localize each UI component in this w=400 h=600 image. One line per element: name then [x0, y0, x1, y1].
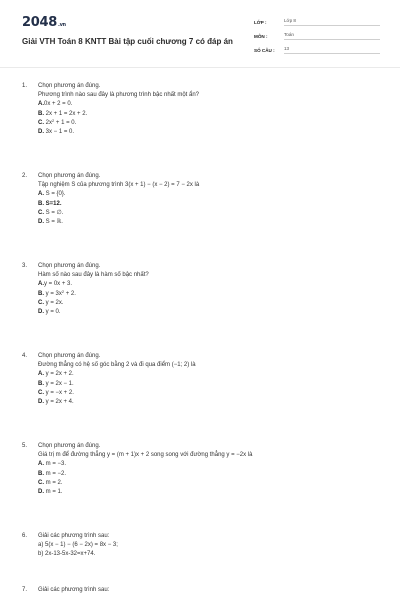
meta-class-value: Lớp 8 [284, 18, 380, 26]
option-b: B. S=12. [38, 200, 62, 207]
question-instruction: Chọn phương án đúng. [38, 83, 101, 89]
option-c: C. S = ∅. [38, 209, 64, 216]
question-instruction: Chọn phương án đúng. [38, 173, 101, 179]
meta-subject-value: Toán [284, 32, 380, 40]
meta-count-label: SỐ CÂU : [254, 47, 275, 53]
exercise-part-a: a) 5(x − 1) − (6 − 2x) = 8x − 3; [38, 542, 118, 549]
question-prompt: Tập nghiệm S của phương trình 3(x + 1) − (x − 2) = 7 − 2x là [38, 182, 200, 189]
question-7 [22, 586, 382, 595]
question-prompt: Hàm số nào sau đây là hàm số bậc nhất? [38, 272, 149, 279]
question-instruction: Chọn phương án đúng. [38, 263, 101, 269]
question-number: 7. [22, 587, 28, 593]
question-number: 5. [22, 443, 28, 449]
meta-class-label: LỚP : [254, 19, 267, 25]
option-b: B. $y = 3x^2 + 2$. [38, 288, 76, 297]
option-b: B. m = −2. [38, 470, 67, 477]
question-instruction: Chọn phương án đúng. [38, 353, 101, 359]
question-number: 3. [22, 263, 28, 269]
option-a: A.0x + 2 = 0. [38, 101, 73, 108]
question-number: 4. [22, 353, 28, 359]
question-1 [22, 82, 382, 137]
logo-suffix: .vn [57, 22, 66, 28]
page-header [0, 0, 400, 68]
question-instruction: Giải các phương trình sau: [38, 533, 110, 539]
question-5 [22, 442, 382, 497]
meta-subject [254, 32, 380, 40]
question-number: 1. [22, 83, 28, 89]
logo-text: 2048 [22, 15, 57, 30]
option-c: C. y = −x + 2. [38, 389, 74, 396]
option-b: B. y = 2x − 1. [38, 380, 74, 387]
option-a: A. S = {0}. [38, 191, 66, 198]
page-title: Giải VTH Toán 8 KNTT Bài tập cuối chương 7 có đáp án [22, 37, 233, 46]
exercise-part-b: b) 2x-13-5x-32=x+74. [38, 551, 96, 558]
option-d: D. 3x − 1 = 0. [38, 129, 75, 136]
question-prompt: Đường thẳng có hệ số góc bằng 2 và đi qua điểm (−1; 2) là [38, 362, 196, 369]
question-2 [22, 172, 382, 227]
option-a: A.y = 0x + 3. [38, 281, 73, 288]
question-number: 2. [22, 173, 28, 179]
question-instruction: Chọn phương án đúng. [38, 443, 101, 449]
option-b: B. 2x + 1 = 2x + 2. [38, 110, 88, 117]
option-c: C. $2x^2 + 1 = 0$. [38, 117, 77, 126]
question-3 [22, 262, 382, 317]
question-instruction: Giải các phương trình sau: [38, 587, 110, 593]
meta-count [254, 46, 380, 54]
option-a: A. m = −3. [38, 461, 67, 468]
question-6 [22, 532, 382, 560]
option-d: D. y = 0. [38, 309, 61, 316]
option-d: D. y = 2x + 4. [38, 399, 74, 406]
option-d: D. m = 1. [38, 489, 63, 496]
meta-count-value: 13 [284, 46, 380, 54]
meta-class [254, 18, 380, 26]
question-prompt: Phương trình nào sau đây là phương trình bậc nhất một ẩn? [38, 92, 200, 99]
meta-subject-label: MÔN : [254, 33, 268, 39]
option-c: C. y = 2x. [38, 299, 64, 306]
question-number: 6. [22, 533, 28, 539]
site-logo[interactable] [22, 15, 66, 30]
option-a: A. y = 2x + 2. [38, 371, 74, 378]
option-c: C. m = 2. [38, 479, 63, 486]
option-d: D. S = ℝ. [38, 219, 63, 226]
question-prompt: Giá trị m để đường thẳng y = (m + 1)x + 2 song song với đường thẳng y = −2x là [38, 452, 253, 459]
question-4 [22, 352, 382, 407]
